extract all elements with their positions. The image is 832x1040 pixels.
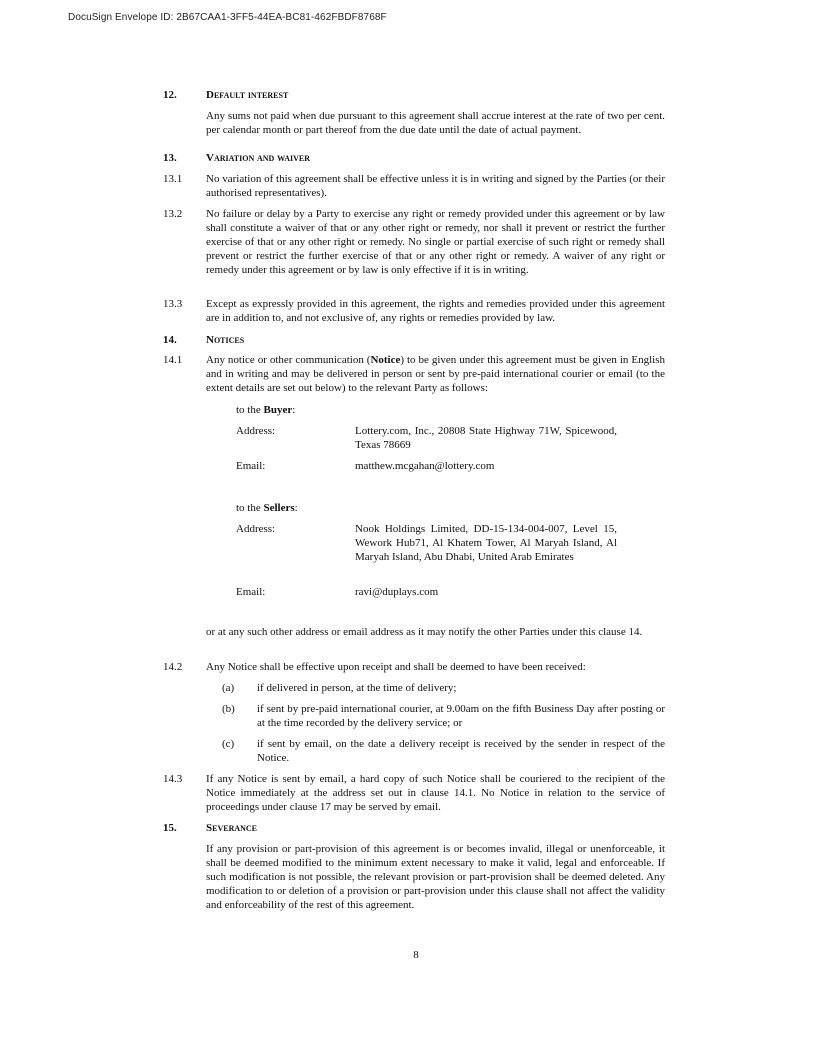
section-12-body: Any sums not paid when due pursuant to this agreement shall accrue interest at the rate of two per cent. per calendar month or part thereof from the due date until the date of actual payment.	[206, 110, 665, 136]
page-number: 8	[413, 949, 419, 961]
clause-14-1-number: 14.1	[163, 354, 183, 366]
buyer-pre: to the	[236, 404, 264, 416]
clause-14-1-closing: or at any such other address or email address as it may notify the other Parties under this clause 14.	[206, 626, 643, 638]
clause-14-2-number: 14.2	[163, 661, 183, 673]
section-14-number: 14.	[163, 334, 177, 346]
section-14-heading: Notices	[206, 334, 245, 346]
sellers-address: Nook Holdings Limited, DD-15-134-004-007, Level 15, Wework Hub71, Al Khatem Tower, Al Maryah Island, Al Maryah Island, Abu Dhabi, United Arab Emirates	[355, 523, 617, 563]
sellers-post: :	[294, 502, 298, 514]
buyer-heading	[236, 403, 295, 417]
clause-13-2-text: No failure or delay by a Party to exercise any right or remedy provided under this agreement or by law shall constitute a waiver of that or any other right or remedy, nor shall it prevent or restrict the further exercise of that or any other right or remedy. No single or partial exercise of such right or remedy shall prevent or restrict the further exercise of that or any other right or remedy. A waiver of any right or remedy under this agreement or by law is only effective if it is in writing.	[206, 208, 665, 276]
clause-13-2-number: 13.2	[163, 208, 183, 220]
clause-13-3-text: Except as expressly provided in this agreement, the rights and remedies provided under this agreement are in addition to, and not exclusive of, any rights or remedies provided by law.	[206, 298, 665, 324]
section-15-heading: Severance	[206, 822, 258, 834]
notice-defined-term: Notice	[370, 354, 401, 366]
clause-13-1-number: 13.1	[163, 173, 183, 185]
buyer-email: matthew.mcgahan@lottery.com	[355, 460, 495, 472]
docusign-envelope-id: DocuSign Envelope ID: 2B67CAA1-3FF5-44EA-BC81-462FBDF8768F	[68, 12, 387, 23]
buyer-post: :	[292, 404, 296, 416]
section-12-heading: Default interest	[206, 89, 289, 101]
sellers-heading	[236, 501, 298, 515]
sellers-address-label: Address:	[236, 523, 276, 535]
clause-13-3-number: 13.3	[163, 298, 183, 310]
subclause-a-label: (a)	[222, 682, 235, 694]
clause-14-1-pre: Any notice or other communication (	[206, 354, 371, 366]
subclause-b-text: if sent by pre-paid international courier, at 9.00am on the fifth Business Day after posting or at the time recorded by the delivery service; or	[257, 703, 665, 729]
clause-14-3-text: If any Notice is sent by email, a hard copy of such Notice shall be couriered to the recipient of the Notice immediately at the address set out in clause 14.1. No Notice in relation to the service of proceedings under clause 17 may be served by email.	[206, 773, 665, 813]
buyer-email-label: Email:	[236, 460, 266, 472]
clause-13-1-text: No variation of this agreement shall be effective unless it is in writing and signed by the Parties (or their authorised representatives).	[206, 173, 665, 199]
section-15-number: 15.	[163, 822, 177, 834]
sellers-email-label: Email:	[236, 586, 266, 598]
clause-14-3-number: 14.3	[163, 773, 183, 785]
section-13-number: 13.	[163, 152, 177, 164]
sellers-term: Sellers	[263, 502, 295, 514]
sellers-pre: to the	[236, 502, 264, 514]
section-12-number: 12.	[163, 89, 177, 101]
section-15-body: If any provision or part-provision of this agreement is or becomes invalid, illegal or unenforceable, it shall be deemed modified to the minimum extent necessary to make it valid, legal and enforceable. If such modification is not possible, the relevant provision or part-provision shall be deemed deleted. Any modification to or deletion of a provision or part-provision under this clause shall not affect the validity and enforceability of the rest of this agreement.	[206, 843, 665, 911]
buyer-address-label: Address:	[236, 425, 276, 437]
buyer-address: Lottery.com, Inc., 20808 State Highway 71W, Spicewood, Texas 78669	[355, 425, 617, 451]
sellers-email: ravi@duplays.com	[355, 586, 439, 598]
buyer-term: Buyer	[263, 404, 293, 416]
clause-14-1-post: ) to be given under this agreement must be given in English and in writing and may be delivered in person or sent by pre-paid international courier or email (to the extent details are set out below) to the relevant Party as follows:	[206, 354, 665, 394]
subclause-b-label: (b)	[222, 703, 235, 715]
clause-14-1-text	[206, 353, 665, 395]
section-13-heading: Variation and waiver	[206, 152, 310, 164]
subclause-a-text: if delivered in person, at the time of delivery;	[257, 682, 457, 694]
subclause-c-text: if sent by email, on the date a delivery receipt is received by the sender in respect of the Notice.	[257, 738, 665, 764]
clause-14-2-text: Any Notice shall be effective upon receipt and shall be deemed to have been received:	[206, 661, 586, 673]
subclause-c-label: (c)	[222, 738, 235, 750]
